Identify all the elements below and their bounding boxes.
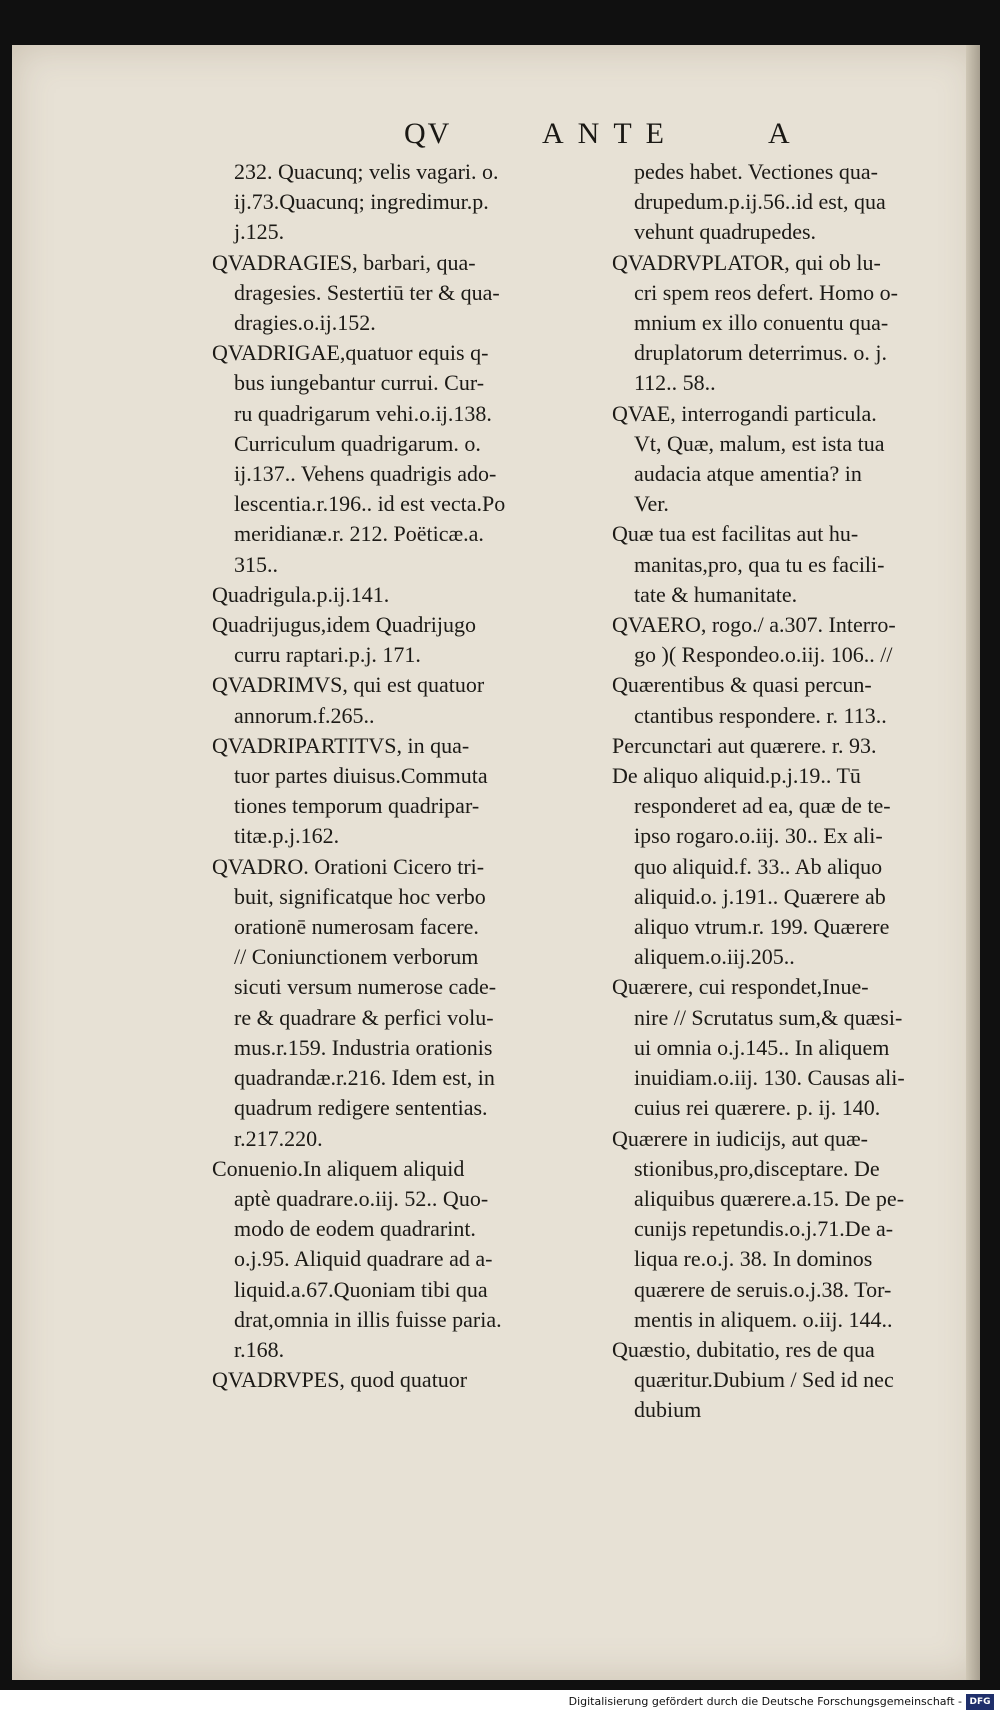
text-line: aliquem.o.iij.205..: [634, 944, 795, 970]
text-line: quadrandæ.r.216. Idem est, in: [234, 1065, 495, 1091]
text-line: 315..: [234, 551, 278, 577]
text-line: QVADRIMVS, qui est quatuor: [212, 672, 485, 698]
book-page: [12, 45, 980, 1680]
text-line: tate & humanitate.: [634, 581, 798, 607]
text-line: mus.r.159. Industria orationis: [234, 1034, 493, 1060]
text-line: liqua re.o.j. 38. In dominos: [634, 1246, 873, 1272]
text-line: dragies.o.ij.152.: [234, 310, 376, 336]
text-line: bus iungebantur currui. Cur-: [234, 370, 485, 396]
text-line: Quadrigula.p.ij.141.: [212, 581, 390, 607]
text-line: Quæstio, dubitatio, res de qua: [612, 1336, 875, 1362]
text-line: tiones temporum quadripar-: [234, 793, 480, 819]
text-line: quo aliquid.f. 33.. Ab aliquo: [634, 853, 883, 879]
text-line: lescentia.r.196.. id est vecta.Po: [234, 491, 506, 517]
text-line: Vt, Quæ, malum, est ista tua: [634, 430, 885, 456]
text-line: go )( Respondeo.o.iij. 106.. //: [634, 642, 893, 668]
right-column: [612, 157, 982, 1426]
footer-credit: Digitalisierung gefördert durch die Deutsche Forschungsgemeinschaft -: [568, 1695, 962, 1708]
text-line: Percunctari aut quærere. r. 93.: [612, 732, 877, 758]
text-line: 112.. 58..: [634, 370, 716, 396]
text-line: manitas,pro, qua tu es facili-: [634, 551, 885, 577]
text-line: quærere de seruis.o.j.38. Tor-: [634, 1276, 892, 1302]
text-line: cri spem reos defert. Homo o-: [634, 279, 898, 305]
text-line: modo de eodem quadrarint.: [234, 1216, 476, 1242]
text-line: vehunt quadrupedes.: [634, 219, 817, 245]
text-line: stionibus,pro,disceptare. De: [634, 1155, 880, 1181]
text-line: Quadrijugus,idem Quadrijugo: [212, 612, 476, 638]
text-line: j.125.: [234, 219, 285, 245]
running-head: [12, 117, 980, 157]
text-line: buit, significatque hoc verbo: [234, 883, 486, 909]
text-line: ru quadrigarum vehi.o.ij.138.: [234, 400, 492, 426]
text-line: QVADRVPLATOR, qui ob lu-: [612, 249, 881, 275]
running-head-middle: ANTE: [542, 117, 678, 150]
text-line: QVADRVPES, quod quatuor: [212, 1367, 468, 1393]
text-line: o.j.95. Aliquid quadrare ad a-: [234, 1246, 493, 1272]
text-line: Quærere in iudicijs, aut quæ-: [612, 1125, 869, 1151]
text-line: De aliquo aliquid.p.j.19.. Tū: [612, 763, 861, 789]
text-line: QVAERO, rogo./ a.307. Interro-: [612, 612, 896, 638]
text-line: dragesies. Sestertiū ter & qua-: [234, 279, 500, 305]
text-line: cuius rei quærere. p. ij. 140.: [634, 1095, 881, 1121]
text-line: Conuenio.In aliquem aliquid: [212, 1155, 465, 1181]
text-line: dubium: [634, 1397, 702, 1423]
text-line: r.217.220.: [234, 1125, 323, 1151]
text-line: inuidiam.o.iij. 130. Causas ali-: [634, 1065, 905, 1091]
text-line: drupedum.p.ij.56..id est, qua: [634, 189, 886, 215]
text-line: drat,omnia in illis fuisse paria.: [234, 1306, 502, 1332]
running-head-right: A: [768, 117, 790, 150]
text-line: ctantibus respondere. r. 113..: [634, 702, 887, 728]
text-line: audacia atque amentia? in: [634, 461, 862, 487]
footer-bar: [0, 1692, 1000, 1716]
text-line: QVADRO. Orationi Cicero tri-: [212, 853, 485, 879]
text-line: ij.137.. Vehens quadrigis ado-: [234, 461, 497, 487]
text-line: Curriculum quadrigarum. o.: [234, 430, 481, 456]
left-column: [212, 157, 602, 1395]
running-head-left: QV: [404, 117, 452, 150]
text-line: QVAE, interrogandi particula.: [612, 400, 877, 426]
text-line: QVADRAGIES, barbari, qua-: [212, 249, 476, 275]
text-line: aliquibus quærere.a.15. De pe-: [634, 1185, 905, 1211]
text-line: druplatorum deterrimus. o. j.: [634, 340, 887, 366]
text-line: ui omnia o.j.145.. In aliquem: [634, 1034, 890, 1060]
text-line: ij.73.Quacunq; ingredimur.p.: [234, 189, 489, 215]
text-line: tuor partes diuisus.Commuta: [234, 763, 488, 789]
text-line: orationē numerosam facere.: [234, 914, 479, 940]
text-line: r.168.: [234, 1336, 285, 1362]
text-line: Quærere, cui respondet,Inue-: [612, 974, 869, 1000]
dfg-logo: DFG: [966, 1694, 994, 1710]
text-line: Ver.: [634, 491, 669, 517]
text-line: responderet ad ea, quæ de te-: [634, 793, 891, 819]
text-line: ipso rogaro.o.iij. 30.. Ex ali-: [634, 823, 883, 849]
text-line: quadrum redigere sententias.: [234, 1095, 488, 1121]
text-line: mentis in aliquem. o.iij. 144..: [634, 1306, 893, 1332]
text-line: Quæ tua est facilitas aut hu-: [612, 521, 859, 547]
text-line: meridianæ.r. 212. Poëticæ.a.: [234, 521, 484, 547]
text-line: sicuti versum numerose cade-: [234, 974, 497, 1000]
text-line: liquid.a.67.Quoniam tibi qua: [234, 1276, 488, 1302]
text-line: nire // Scrutatus sum,& quæsi-: [634, 1004, 903, 1030]
text-line: QVADRIPARTITVS, in qua-: [212, 732, 470, 758]
text-line: annorum.f.265..: [234, 702, 375, 728]
text-line: // Coniunctionem verborum: [234, 944, 479, 970]
text-line: Quærentibus & quasi percun-: [612, 672, 872, 698]
text-line: cunijs repetundis.o.j.71.De a-: [634, 1216, 894, 1242]
text-line: quæritur.Dubium / Sed id nec: [634, 1367, 894, 1393]
text-line: aliquid.o. j.191.. Quærere ab: [634, 883, 886, 909]
text-line: re & quadrare & perfici volu-: [234, 1004, 494, 1030]
text-line: aptè quadrare.o.iij. 52.. Quo-: [234, 1185, 489, 1211]
text-line: 232. Quacunq; velis vagari. o.: [234, 159, 499, 184]
text-line: titæ.p.j.162.: [234, 823, 340, 849]
text-line: mnium ex illo conuentu qua-: [634, 310, 889, 336]
text-line: aliquo vtrum.r. 199. Quærere: [634, 914, 890, 940]
text-line: QVADRIGAE,quatuor equis q-: [212, 340, 489, 366]
text-line: curru raptari.p.j. 171.: [234, 642, 421, 668]
text-line: pedes habet. Vectiones qua-: [634, 159, 878, 184]
